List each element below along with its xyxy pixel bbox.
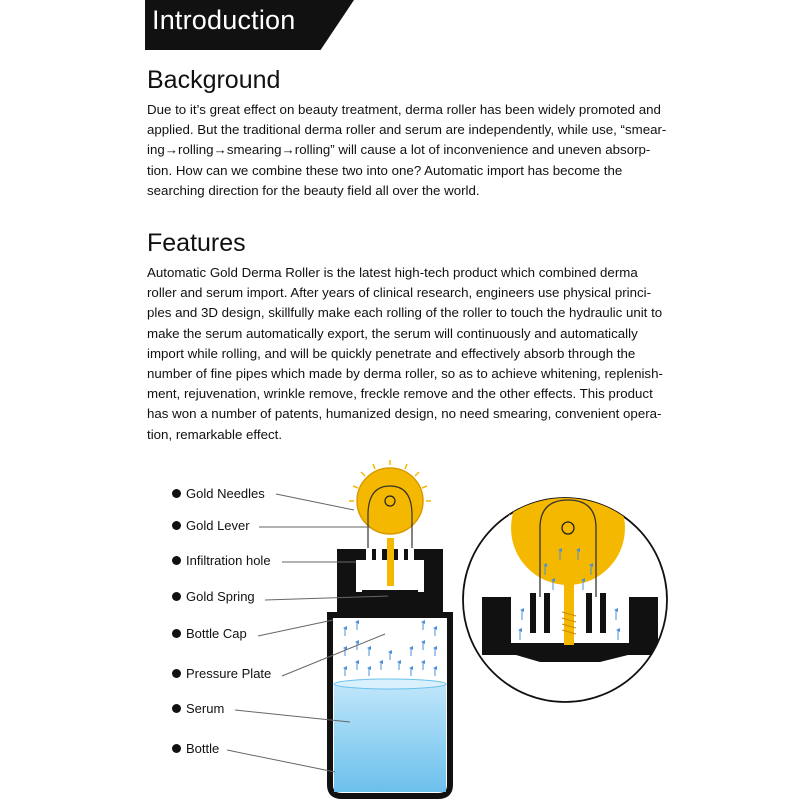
features-line: tion, remarkable effect. bbox=[147, 426, 283, 442]
features-line: number of fine pipes which made by derma roller, so as to achieve whitening, replenish- bbox=[147, 366, 663, 382]
label-bottle: Bottle bbox=[172, 740, 219, 758]
magnified-view bbox=[463, 471, 667, 702]
label-infiltration-hole: Infiltration hole bbox=[172, 552, 271, 570]
background-line: Due to it’s great effect on beauty treatment, derma roller has been widely promoted and bbox=[147, 102, 661, 117]
label-gold-spring: Gold Spring bbox=[172, 588, 255, 606]
features-line: ples and 3D design, skillfully make each rolling of the roller to touch the hydraulic unit to bbox=[147, 305, 663, 321]
label-serum: Serum bbox=[172, 700, 224, 718]
background-line: searching direction for the beauty field all over the world. bbox=[147, 182, 480, 198]
label-gold-needles: Gold Needles bbox=[172, 485, 265, 503]
features-heading: Features bbox=[147, 229, 246, 257]
gold-roller-left bbox=[349, 460, 431, 534]
features-line: ment, rejuvenation, wrinkle remove, freckle remove and the other effects. This product bbox=[147, 386, 653, 402]
background-heading: Background bbox=[147, 66, 281, 94]
background-line: tion. How can we combine these two into one? Automatic import has become the bbox=[147, 162, 623, 178]
features-line: has won a number of patents, humanized design, no need smearing, convenient opera- bbox=[147, 406, 662, 422]
banner-title: Introduction bbox=[152, 5, 296, 35]
features-line: roller and serum import. After years of clinical research, engineers use physical princi- bbox=[147, 285, 652, 301]
label-pressure-plate: Pressure Plate bbox=[172, 665, 271, 683]
features-line: import while rolling, and will be quickly penetrate and effectively absorb through the bbox=[147, 345, 636, 361]
label-bottle-cap: Bottle Cap bbox=[172, 625, 247, 643]
background-line: ing→rolling→smearing→rolling” will cause a lot of inconvenience and uneven absorp- bbox=[147, 142, 651, 158]
background-line: applied. But the traditional derma roller and serum are independently, while use, “smear- bbox=[147, 122, 667, 138]
label-gold-lever: Gold Lever bbox=[172, 517, 250, 535]
features-line: Automatic Gold Derma Roller is the latest high-tech product which combined derma bbox=[147, 265, 638, 280]
bottle-left bbox=[330, 615, 450, 796]
features-line: make the serum automatically export, the serum will continuously and automatically bbox=[147, 325, 638, 341]
